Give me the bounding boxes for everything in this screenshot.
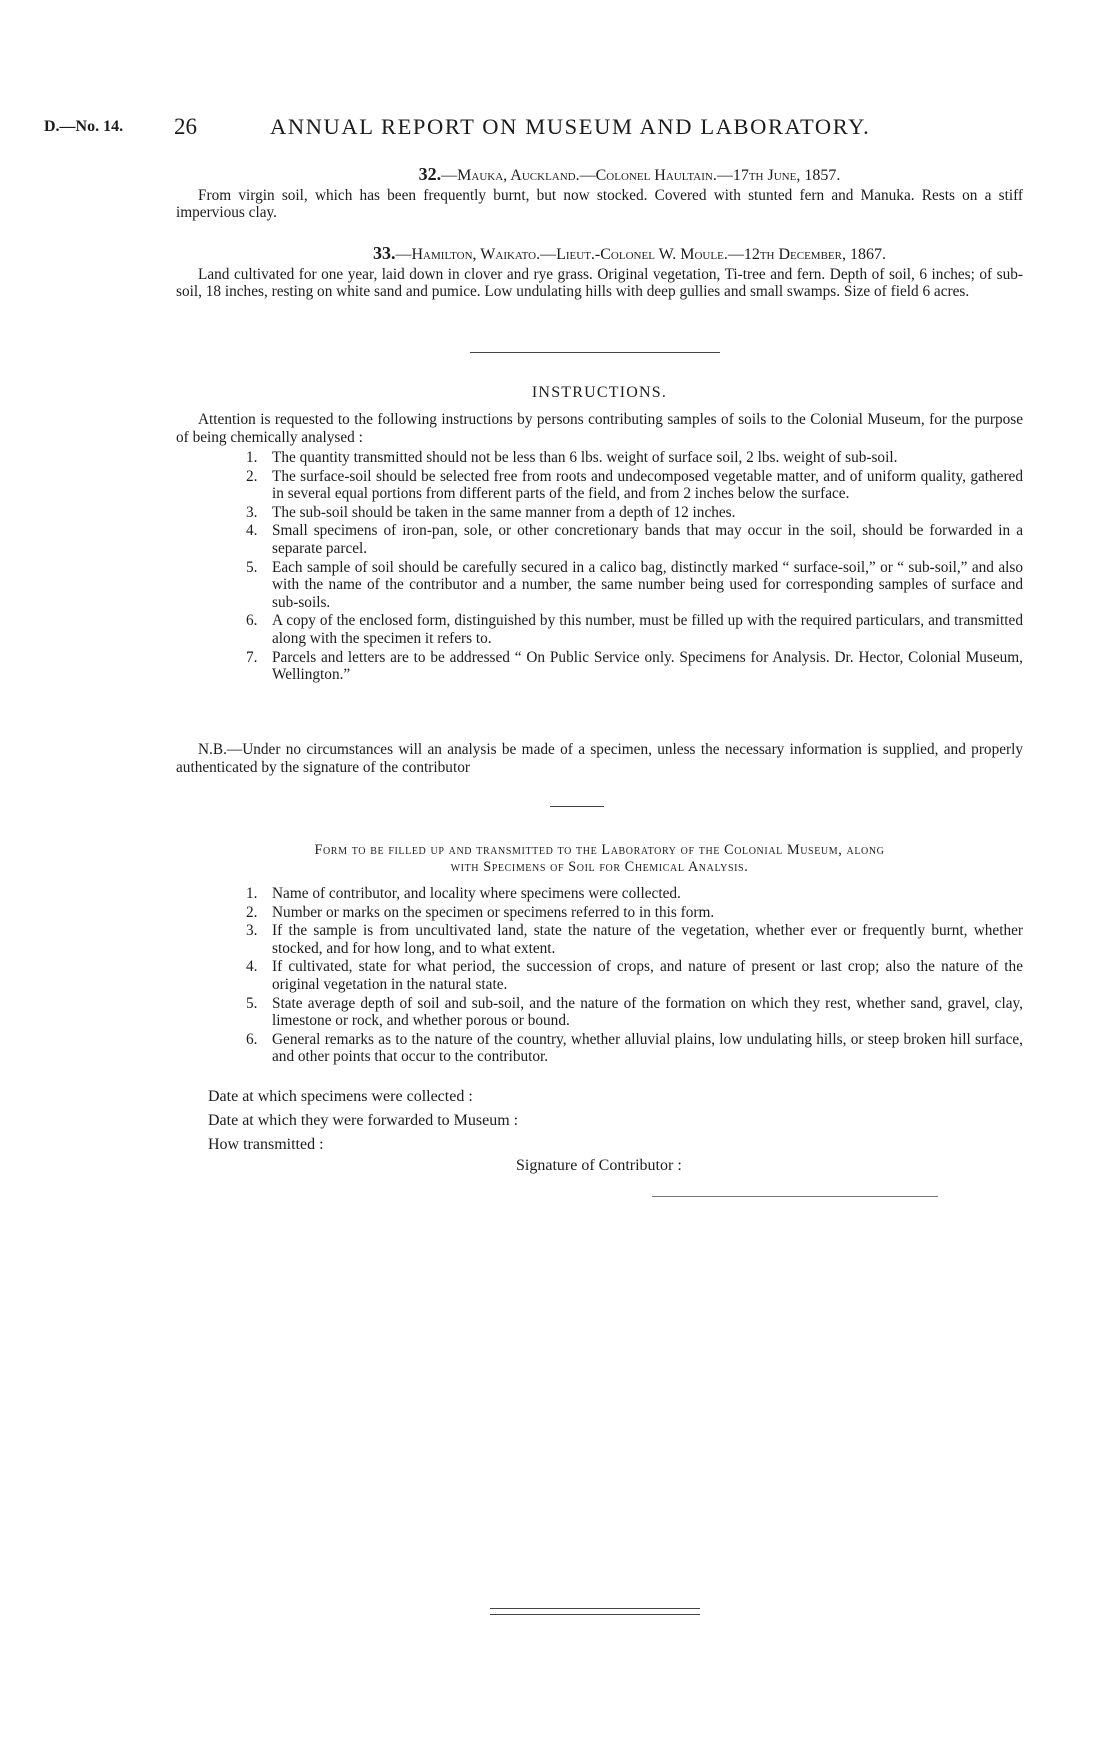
item-text: A copy of the enclosed form, distinguished by this number, must be filled up with the required particulars, and transmitted along with the specimen it refers to.: [272, 612, 1023, 647]
item-number: 1.: [246, 885, 258, 902]
end-rule-lower: [490, 1614, 700, 1615]
list-item: [246, 522, 1023, 557]
item-text: Number or marks on the specimen or specimens referred to in this form.: [272, 903, 715, 921]
form-title-line: with Specimens of Soil for Chemical Analysis.: [450, 859, 749, 875]
item-text: General remarks as to the nature of the country, whether alluvial plains, low undulating hills, or steep broken hill surface, and other points that occur to the contributor.: [272, 1030, 1023, 1066]
nota-bene: N.B.—Under no circumstances will an analysis be made of a specimen, unless the necessary information is supplied, and properly authenticated by the signature of the contributor: [176, 741, 1023, 776]
item-text: State average depth of soil and sub-soil, and the nature of the formation on which they rest, whether sand, gravel, clay, limestone or rock, and whether porous or bound.: [272, 994, 1023, 1030]
list-item: [246, 995, 1023, 1030]
item-number: 4.: [246, 958, 258, 976]
item-number: 7.: [246, 648, 258, 666]
item-text: The sub-soil should be taken in the same manner from a depth of 12 inches.: [272, 503, 736, 521]
item-text: The surface-soil should be selected free from roots and undecomposed vegetable matter, and of uniform quality, gathered in several equal portions from different parts of the field, and from 2 inches below the surface.: [272, 467, 1023, 503]
document-reference: D.—No. 14.: [44, 118, 124, 135]
signature-line: [652, 1196, 938, 1197]
entry-body: Land cultivated for one year, laid down in clover and rye grass. Original vegetation, Ti-tree and fern. Depth of soil, 6 inches; of sub-soil, 18 inches, resting on white sand and pumice. Low undulating hills with deep gullies and small swamps. Size of field 6 acres.: [176, 265, 1023, 301]
short-divider: [550, 806, 604, 807]
item-text: Small specimens of iron-pan, sole, or other concretionary bands that may occur in the soil, should be forwarded in a separate parcel.: [272, 522, 1023, 557]
item-text: If cultivated, state for what period, the succession of crops, and nature of present or last crop; also the nature of the original vegetation in the natural state.: [272, 958, 1023, 993]
item-text: Each sample of soil should be carefully secured in a calico bag, distinctly marked “ surface-soil,” or “ sub-soil,” and also with the name of the contributor and a number, the same number being used for corresponding samples of surface and sub-soils.: [272, 558, 1023, 611]
list-item: [246, 958, 1023, 993]
signature-label: Signature of Contributor :: [516, 1157, 682, 1174]
list-item: [246, 922, 1023, 957]
form-title: [176, 842, 1023, 876]
item-number: 3.: [246, 922, 258, 940]
entry-body: From virgin soil, which has been frequently burnt, but now stocked. Covered with stunted fern and Manuka. Rests on a stiff impervious clay.: [176, 186, 1023, 222]
date-collected-label: Date at which specimens were collected :: [208, 1088, 473, 1105]
entry-heading: [176, 245, 1023, 264]
instructions-list: [246, 449, 1023, 685]
item-number: 5.: [246, 558, 258, 576]
item-text: Parcels and letters are to be addressed “ On Public Service only. Specimens for Analysis. Dr. Hector, Colonial Museum, Wellington.”: [272, 648, 1023, 684]
sample-entry-32: [176, 166, 1023, 222]
entry-number: 32.: [418, 164, 442, 184]
list-item: [246, 449, 1023, 467]
instructions-title: INSTRUCTIONS.: [531, 384, 668, 401]
item-number: 6.: [246, 1030, 258, 1048]
end-rule-upper: [490, 1608, 700, 1609]
item-text: The quantity transmitted should not be less than 6 lbs. weight of surface soil, 2 lbs. weight of sub-soil.: [272, 449, 898, 466]
entry-heading-text: —Mauka, Auckland.—Colonel Haultain.—17th June, 1857.: [441, 167, 841, 184]
item-number: 2.: [246, 903, 258, 921]
list-item: [246, 1031, 1023, 1066]
running-title: ANNUAL REPORT ON MUSEUM AND LABORATORY.: [270, 114, 871, 139]
item-number: 1.: [246, 449, 258, 466]
list-item: [246, 612, 1023, 647]
entry-heading-text: —Hamilton, Waikato.—Lieut.-Colonel W. Moule.—12th December, 1867.: [395, 246, 886, 263]
item-number: 6.: [246, 612, 258, 630]
section-divider: [470, 352, 720, 353]
how-transmitted-label: How transmitted :: [208, 1136, 324, 1153]
list-item: [246, 649, 1023, 684]
running-header: [44, 114, 1084, 144]
item-text: If the sample is from uncultivated land, state the nature of the vegetation, whether ever or frequently burnt, whether stocked, and for how long, and to what extent.: [272, 922, 1023, 957]
list-item: [246, 559, 1023, 612]
list-item: [246, 885, 1023, 903]
date-forwarded-label: Date at which they were forwarded to Museum :: [208, 1112, 519, 1129]
item-text: Name of contributor, and locality where specimens were collected.: [272, 885, 681, 902]
item-number: 3.: [246, 503, 258, 521]
list-item: [246, 904, 1023, 922]
item-number: 4.: [246, 522, 258, 540]
item-number: 5.: [246, 994, 258, 1012]
instructions-intro: Attention is requested to the following instructions by persons contributing samples of soils to the Colonial Museum, for the purpose of being chemically analysed :: [176, 411, 1023, 446]
item-number: 2.: [246, 467, 258, 485]
entry-number: 33.: [373, 243, 396, 263]
list-item: [246, 468, 1023, 503]
form-title-line: Form to be filled up and transmitted to the Laboratory of the Colonial Museum, along: [314, 842, 885, 858]
list-item: [246, 504, 1023, 522]
form-list: [246, 885, 1023, 1067]
sample-entry-33: [176, 245, 1023, 301]
entry-heading: [176, 166, 1023, 185]
page-number: 26: [174, 114, 197, 139]
